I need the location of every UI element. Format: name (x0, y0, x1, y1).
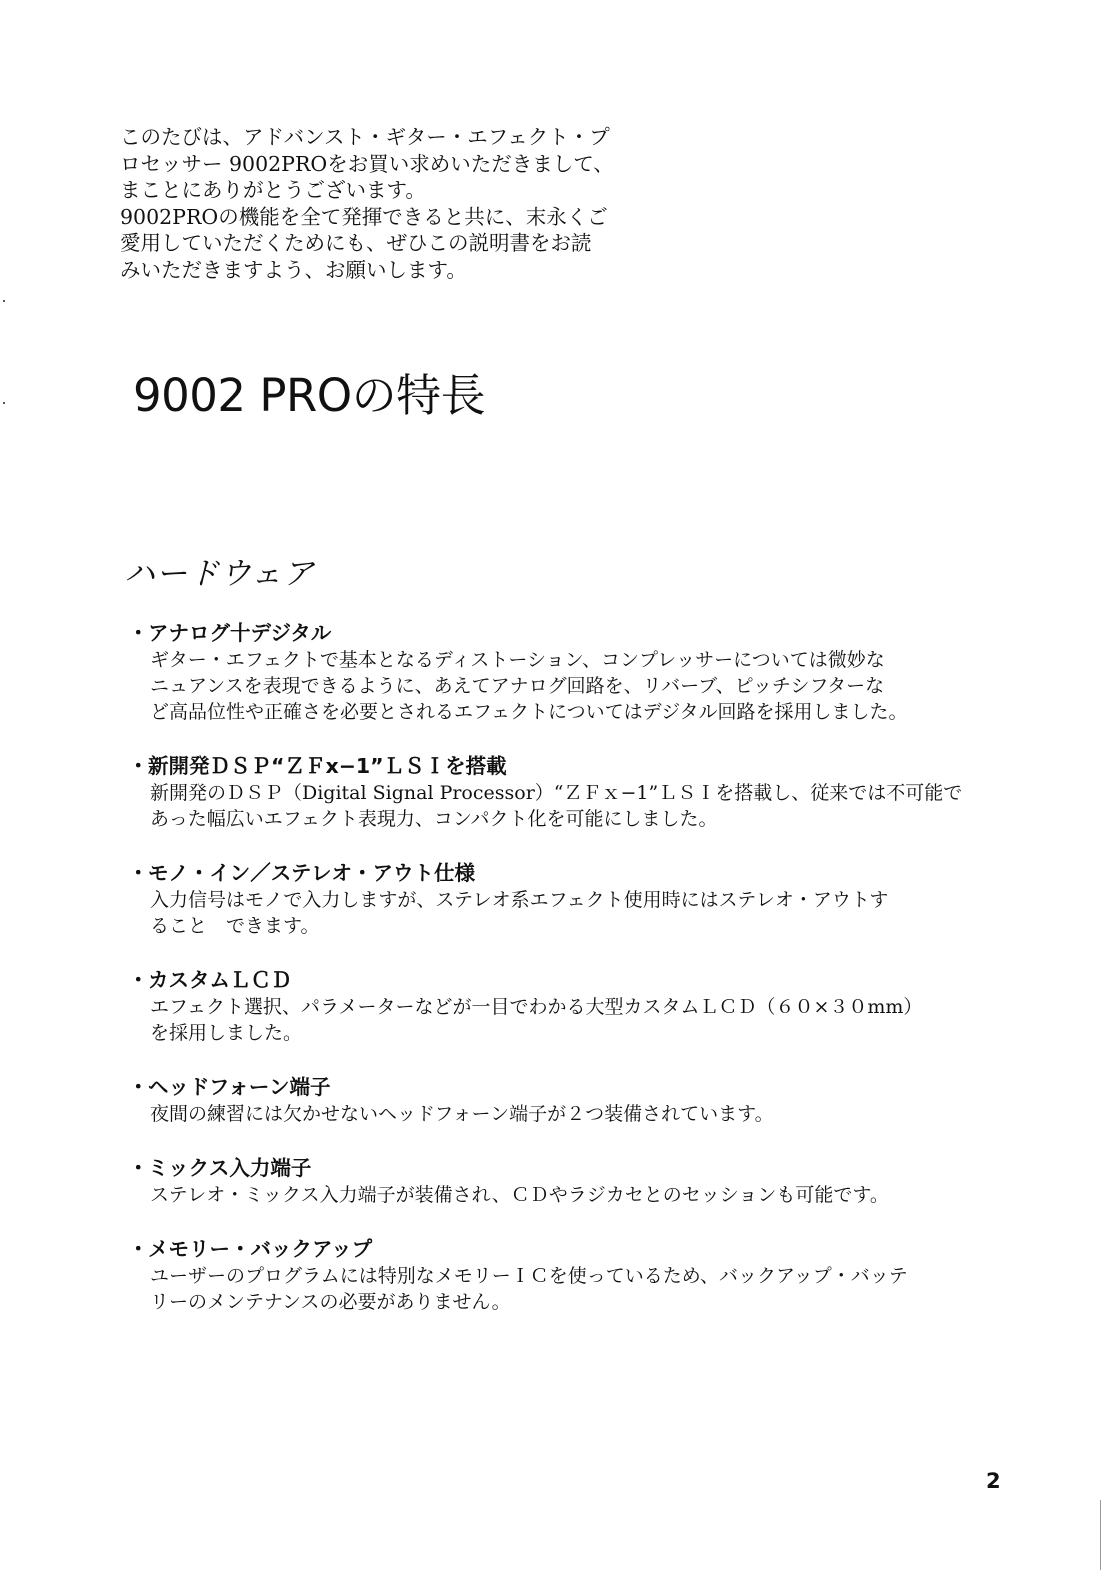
bullet-mark: ・ (128, 621, 149, 645)
feature-description-line: リーのメンテナンスの必要がありません。 (150, 1291, 511, 1313)
feature-heading-text: モノ・イン／ステレオ・アウト仕様 (148, 861, 475, 885)
intro-line: 愛用していただくためにも、ぜひこの説明書をお読 (120, 231, 592, 255)
feature-description-line: 入力信号はモノで入力しますが、ステレオ系エフェクト使用時にはステレオ・アウトす (150, 889, 889, 911)
feature-description (128, 647, 1008, 725)
feature-heading (128, 860, 1008, 887)
intro-line: 9002PROの機能を全て発揮できると共に、末永くご (120, 204, 608, 229)
bullet-mark: ・ (128, 861, 149, 885)
feature-heading-text: ヘッドフォーン端子 (148, 1075, 331, 1099)
bullet-mark: ・ (128, 1075, 149, 1099)
feature-description-line: ギター・エフェクトで基本となるディストーション、コンプレッサーについては微妙な (150, 649, 885, 671)
feature-item (128, 967, 1008, 1046)
feature-item (128, 1236, 1008, 1315)
feature-description (128, 1101, 1008, 1127)
feature-item (128, 860, 1008, 939)
feature-description-line: ユーザーのプログラムには特別なメモリーＩＣを使っているため、バックアップ・バッテ (150, 1265, 908, 1287)
intro-line: ロセッサー 9002PROをお買い求めいただきまして、 (120, 151, 614, 176)
scan-speck (3, 300, 5, 302)
bullet-mark: ・ (128, 1156, 149, 1180)
intro-line: まことにありがとうございます。 (120, 178, 426, 202)
feature-description (128, 1263, 1008, 1315)
feature-item (128, 753, 1008, 832)
feature-heading (128, 1074, 1008, 1101)
feature-description-line: エフェクト選択、パラメーターなどが一目でわかる大型カスタムＬＣＤ（６０×３０mm） (150, 996, 923, 1018)
feature-list (128, 620, 1008, 1343)
feature-heading (128, 967, 1008, 994)
feature-description-line: ること できます。 (150, 915, 320, 937)
feature-heading (128, 1236, 1008, 1263)
feature-description-line: ニュアンスを表現できるように、あえてアナログ回路を、リバーブ、ピッチシフターな (150, 675, 885, 697)
feature-heading-text: カスタムＬＣＤ (148, 968, 292, 992)
feature-heading-text: アナログ十デジタル (148, 621, 332, 645)
page-number: 2 (986, 1469, 1001, 1493)
feature-description-line: あった幅広いエフェクト表現力、コンパクト化を可能にしました。 (150, 808, 718, 830)
page-title: 9002 PROの特長 (133, 369, 486, 422)
intro-line: みいただきますよう、お願いします。 (120, 257, 467, 282)
scan-speck (3, 402, 5, 404)
feature-description (128, 994, 1008, 1046)
feature-description-line: ステレオ・ミックス入力端子が装備され、ＣＤやラジカセとのセッションも可能です。 (150, 1184, 889, 1206)
feature-item (128, 1155, 1008, 1208)
scan-edge-line (1100, 1500, 1101, 1570)
feature-description-line: を採用しました。 (150, 1022, 303, 1044)
feature-heading-text: ミックス入力端子 (148, 1156, 312, 1180)
feature-item (128, 620, 1008, 725)
intro-line: このたびは、アドバンスト・ギター・エフェクト・プ (120, 125, 610, 149)
intro-paragraph (120, 124, 660, 283)
bullet-mark: ・ (128, 1237, 149, 1261)
feature-heading-text: メモリー・バックアップ (148, 1237, 373, 1261)
feature-heading (128, 620, 1008, 647)
feature-description (128, 780, 1008, 832)
feature-heading (128, 1155, 1008, 1182)
feature-heading-text: 新開発ＤＳＰ“ＺＦx−1”ＬＳＩを搭載 (148, 754, 507, 778)
section-heading-hardware: ハードウェア (124, 556, 315, 592)
feature-description-line: 夜間の練習には欠かせないヘッドフォーン端子が２つ装備されています。 (150, 1103, 774, 1125)
feature-heading (128, 753, 1008, 780)
bullet-mark: ・ (128, 968, 149, 992)
feature-description-line: 新開発のＤＳＰ（Digital Signal Processor）“ＺＦｘ−1”ＬＳＩを搭載し、従来では不可能で (150, 782, 963, 804)
feature-description-line: ど高品位性や正確さを必要とされるエフェクトについてはデジタル回路を採用しました。 (150, 701, 908, 723)
feature-description (128, 1182, 1008, 1208)
feature-item (128, 1074, 1008, 1127)
bullet-mark: ・ (128, 754, 149, 778)
feature-description (128, 887, 1008, 939)
